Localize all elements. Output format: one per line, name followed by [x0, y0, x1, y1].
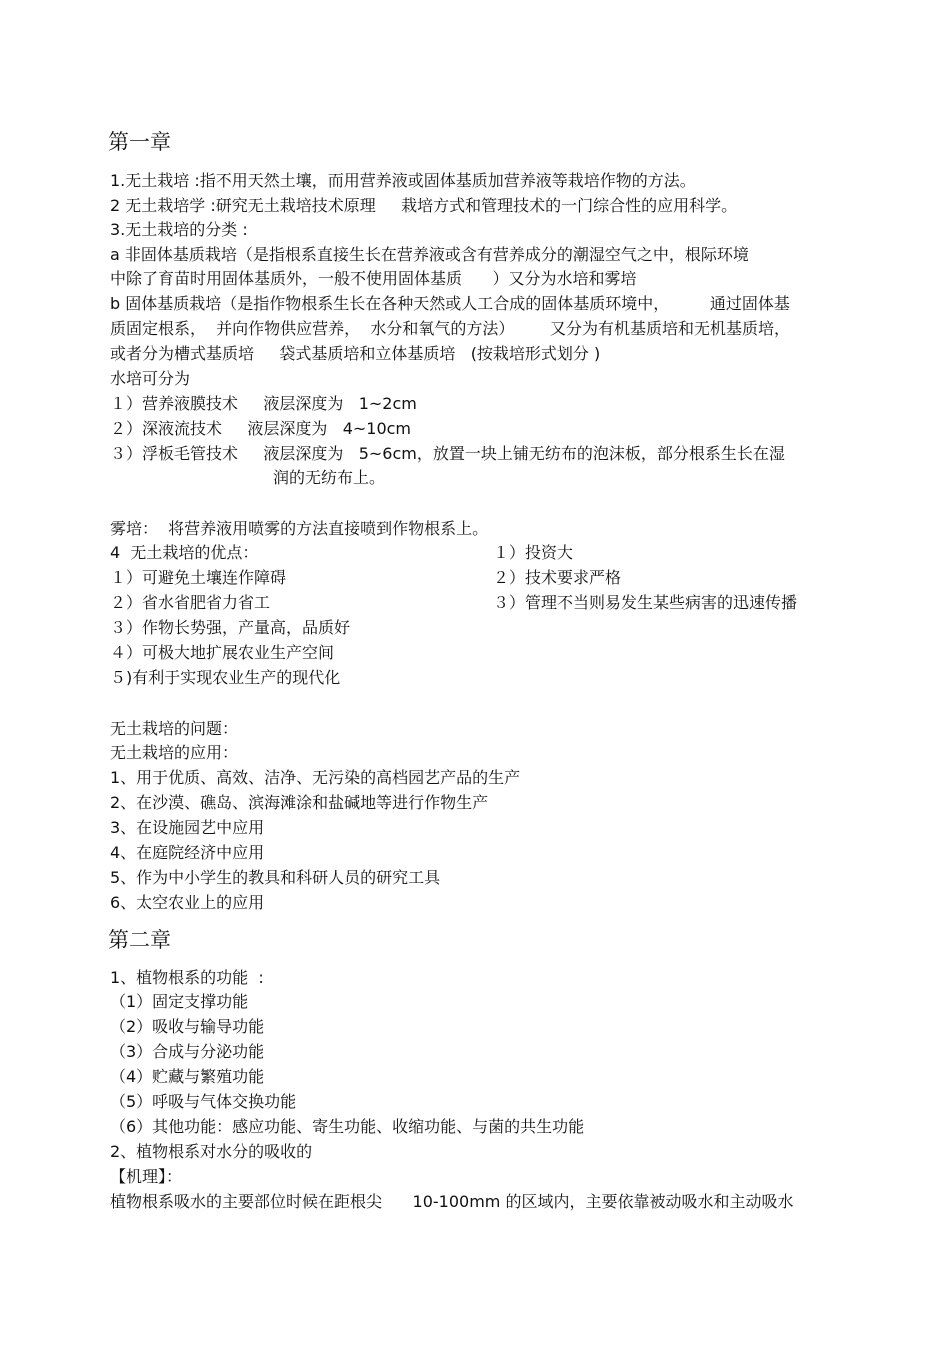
- text-line: 无土栽培的问题：: [110, 719, 239, 738]
- function-item: （2）吸收与输导功能: [110, 1017, 265, 1036]
- text-line: ２）深液流技术 液层深度为 4~10cm: [110, 419, 412, 438]
- text-line: 1、植物根系的功能 :: [110, 968, 264, 987]
- advantage-item: ３）作物长势强，产量高，品质好: [110, 618, 351, 637]
- application-item: 2、在沙漠、礁岛、滨海滩涂和盐碱地等进行作物生产: [110, 793, 489, 812]
- text-line: 4 无土栽培的优点：: [110, 543, 259, 562]
- function-item: （3）合成与分泌功能: [110, 1042, 265, 1061]
- function-item: （4）贮藏与繁殖功能: [110, 1067, 265, 1086]
- disadvantage-item: １）投资大: [493, 543, 574, 562]
- application-item: 6、太空农业上的应用: [110, 893, 265, 912]
- text-line: 1.无土栽培 :指不用天然土壤，而用营养液或固体基质加营养液等栽培作物的方法。: [110, 171, 696, 190]
- application-item: 5、作为中小学生的教具和科研人员的研究工具: [110, 868, 441, 887]
- application-item: 1、用于优质、高效、洁净、无污染的高档园艺产品的生产: [110, 768, 521, 787]
- text-line: a 非固体基质栽培（是指根系直接生长在营养液或含有营养成分的潮湿空气之中，根际环境: [110, 245, 749, 264]
- text-line: 或者分为槽式基质培 袋式基质培和立体基质培 (按栽培形式划分 ): [110, 344, 601, 363]
- text-line: 雾培： 将营养液用喷雾的方法直接喷到作物根系上。: [110, 519, 489, 538]
- advantage-item: ４）可极大地扩展农业生产空间: [110, 643, 335, 662]
- chapter-2-title: 第二章: [108, 928, 171, 952]
- function-item: （1）固定支撑功能: [110, 992, 249, 1011]
- text-line: b 固体基质栽培（是指作物根系生长在各种天然或人工合成的固体基质环境中， 通过固体基: [110, 294, 790, 313]
- advantage-item: ５)有利于实现农业生产的现代化: [110, 668, 341, 687]
- advantage-item: １）可避免土壤连作障碍: [110, 568, 287, 587]
- text-line: 无土栽培的应用：: [110, 743, 239, 762]
- text-line: １）营养液膜技术 液层深度为 1~2cm: [110, 394, 417, 413]
- application-item: 3、在设施园艺中应用: [110, 818, 265, 837]
- text-line: 植物根系吸水的主要部位时候在距根尖 10-100mm 的区域内，主要依靠被动吸水和主动吸水: [110, 1192, 794, 1211]
- text-line: 【机理】：: [110, 1167, 183, 1186]
- disadvantage-item: ３）管理不当则易发生某些病害的迅速传播: [493, 593, 798, 612]
- text-line: 3.无土栽培的分类 :: [110, 220, 248, 239]
- advantage-item: ２）省水省肥省力省工: [110, 593, 271, 612]
- text-line: 质固定根系， 并向作物供应营养， 水分和氧气的方法） 又分为有机基质培和无机基质培，: [110, 319, 790, 338]
- text-line: 2、植物根系对水分的吸收的: [110, 1142, 313, 1161]
- text-line: 2 无土栽培学 :研究无土栽培技术原理 栽培方式和管理技术的一门综合性的应用科学。: [110, 196, 738, 215]
- chapter-1-title: 第一章: [108, 130, 171, 154]
- disadvantage-item: ２）技术要求严格: [493, 568, 622, 587]
- text-line: 中除了育苗时用固体基质外，一般不使用固体基质 ）又分为水培和雾培: [110, 269, 637, 288]
- application-item: 4、在庭院经济中应用: [110, 843, 265, 862]
- function-item: （6）其他功能：感应功能、寄生功能、收缩功能、与菌的共生功能: [110, 1117, 585, 1136]
- function-item: （5）呼吸与气体交换功能: [110, 1092, 297, 1111]
- text-line: ３）浮板毛管技术 液层深度为 5~6cm，放置一块上铺无纺布的泡沫板，部分根系生长在湿: [110, 444, 785, 463]
- text-line: 润的无纺布上。: [273, 468, 386, 487]
- text-line: 水培可分为: [110, 369, 191, 388]
